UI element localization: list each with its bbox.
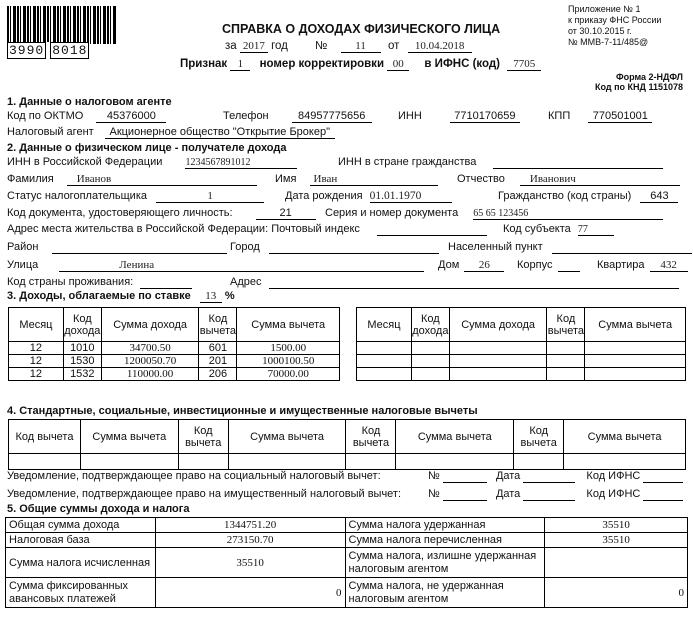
report-year: 2017 — [240, 40, 268, 53]
kpp-row: КПП 770501001 — [548, 110, 652, 123]
inn-rf-row: ИНН в Российской Федерации 1234567891012 — [7, 156, 297, 169]
section3-title: 3. Доходы, облагаемые по ставке 13 % — [7, 290, 235, 302]
header-sum-income: Сумма дохода — [101, 308, 199, 342]
citizenship-row: Гражданство (код страны) 643 — [498, 190, 678, 203]
report-number: № 11 — [315, 40, 381, 53]
notice-social-fields: № Дата Код ИФНС — [428, 470, 683, 483]
table-row: 12 1010 34700.50 601 1500.00 — [9, 342, 340, 355]
notice-property-fields: № Дата Код ИФНС — [428, 488, 683, 501]
table-row — [9, 454, 686, 470]
form-knd: Код по КНД 1151078 — [595, 82, 683, 92]
report-year-line: за 2017 год — [225, 40, 288, 52]
section2-title: 2. Данные о физическом лице - получателе дохода — [7, 142, 287, 154]
notice-property: Уведомление, подтверждающее право на имущественный налоговый вычет: — [7, 488, 402, 500]
section1-title: 1. Данные о налоговом агенте — [7, 96, 172, 108]
totals-table: Общая сумма дохода 1344751.20 Сумма налога удержанная 35510 Налоговая база 273150.70 Сумма налога перечисленная 35510 Сумма налога исчисленная 35510 Сумма налога, излишне удержанная налоговым агентом Сумма фиксированных авансовых платежей 0 Сумма налога, не удержанная налоговым агентом 0 — [5, 517, 688, 608]
header-sum-deduction: Сумма вычета — [237, 308, 340, 342]
street-row: Улица Ленина — [7, 259, 424, 272]
barcode — [7, 6, 117, 44]
oktmo-row: Код по ОКТМО 45376000 — [7, 110, 166, 123]
income-table-right: Месяц Код дохода Сумма дохода Код вычета Сумма вычета — [356, 307, 686, 381]
patronymic-row: Отчество Иванович — [457, 173, 680, 186]
deductions-table: Код вычета Сумма вычета Код вычета Сумма вычета Код вычета Сумма вычета Код вычета Сумма вычета — [8, 419, 686, 470]
page-title: СПРАВКА О ДОХОДАХ ФИЗИЧЕСКОГО ЛИЦА — [222, 22, 501, 36]
doc-series-row: Серия и номер документа 65 65 123456 — [325, 207, 663, 220]
barcode-number: 3990 8018 — [6, 42, 90, 59]
header-code-deduction: Код вычета — [199, 308, 237, 342]
birth-row: Дата рождения 01.01.1970 — [285, 190, 452, 203]
section5-title: 5. Общие суммы дохода и налога — [7, 503, 190, 515]
phone-row: Телефон 84957775656 — [223, 110, 372, 123]
surname-row: Фамилия Иванов — [7, 173, 257, 186]
table-row: 12 1532 110000.00 206 70000.00 — [9, 368, 340, 381]
district-row: Район — [7, 241, 227, 254]
doc-code-row: Код документа, удостоверяющего личность: 21 — [7, 207, 316, 220]
city-row: Город — [230, 241, 439, 254]
agent-row: Налоговый агент Акционерное общество "Открытие Брокер" — [7, 126, 335, 139]
inn-row: ИНН 7710170659 — [398, 110, 520, 123]
header-code-income: Код дохода — [63, 308, 101, 342]
form-name: Форма 2-НДФЛ — [615, 72, 683, 82]
table-row: 12 1530 1200050.70 201 1000100.50 — [9, 355, 340, 368]
notice-social: Уведомление, подтверждающее право на социальный налоговый вычет: — [7, 470, 381, 482]
country-row: Код страны проживания: — [7, 276, 192, 289]
sign-line: Признак 1 номер корректировки 00 в ИФНС (код) 7705 — [180, 58, 541, 71]
foreign-address-row: Адрес — [230, 276, 679, 289]
table-row — [357, 355, 686, 368]
table-row — [357, 368, 686, 381]
address-row: Адрес места жительства в Российской Федерации: Почтовый индекс — [7, 223, 487, 236]
subject-row: Код субъекта 77 — [503, 223, 614, 236]
name-row: Имя Иван — [275, 173, 438, 186]
building-row: Корпус — [517, 259, 580, 272]
report-date: от 10.04.2018 — [388, 40, 472, 53]
table-row — [357, 342, 686, 355]
house-row: Дом 26 — [438, 259, 504, 272]
header-month: Месяц — [9, 308, 64, 342]
inn-foreign-row: ИНН в стране гражданства — [338, 156, 663, 169]
status-row: Статус налогоплательщика 1 — [7, 190, 264, 203]
settlement-row: Населенный пункт — [448, 241, 692, 254]
income-table-left — [8, 307, 340, 381]
flat-row: Квартира 432 — [597, 259, 688, 272]
appendix-note: Приложение № 1 к приказу ФНС России от 30.10.2015 г. № ММВ-7-11/485@ — [568, 4, 662, 47]
section4-title: 4. Стандартные, социальные, инвестиционные и имущественные налоговые вычеты — [7, 405, 478, 417]
